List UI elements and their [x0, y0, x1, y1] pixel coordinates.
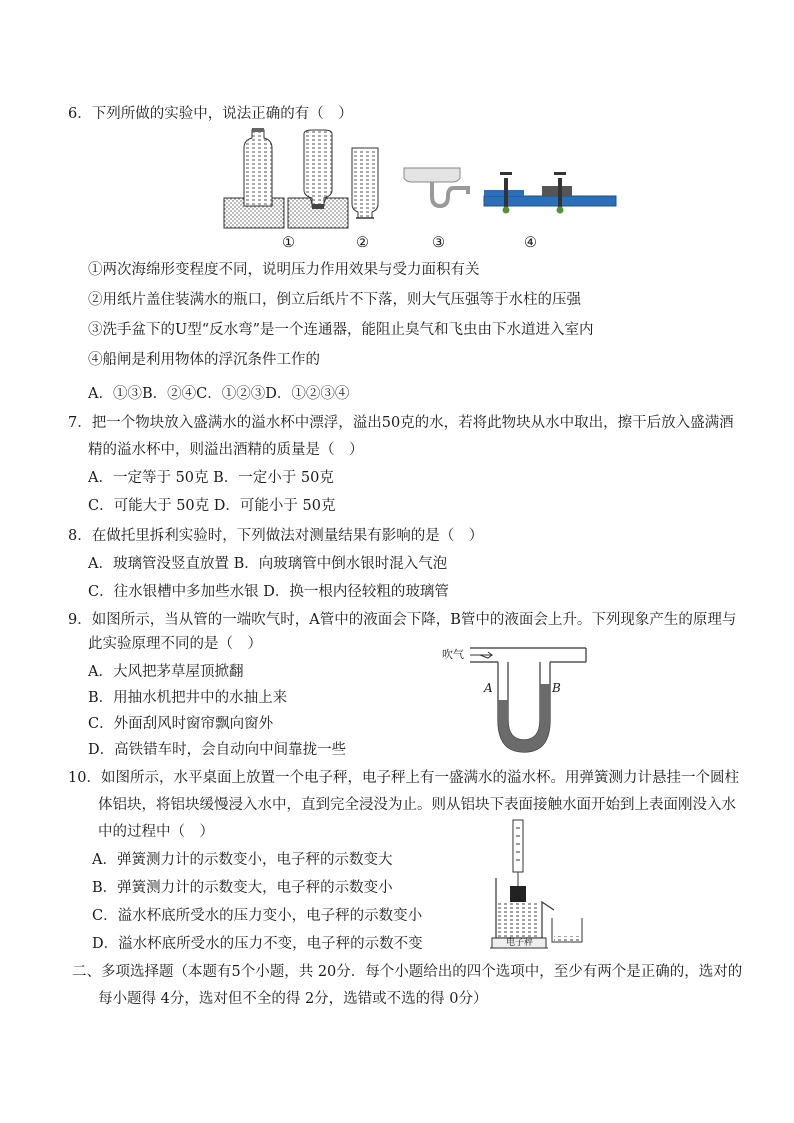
q6-stem: 6．下列所做的实验中，说法正确的有（ ）	[68, 106, 353, 122]
q10-stem-1: 10．如图所示，水平桌面上放置一个电子秤，电子秤上有一盛满水的溢水杯。用弹簧测力计悬挂一个圆柱	[68, 770, 739, 786]
washbasin-trap	[404, 168, 468, 206]
q6-figure	[222, 126, 618, 250]
section2-heading-2: 每小题得 4分，选对但不全的得 2分，选错或不选的得 0分）	[98, 991, 488, 1007]
spring-scale	[513, 820, 523, 886]
section2-heading-1: 二、多项选择题（本题有5个小题，共 20分．每个小题给出的四个选项中，至少有两个是正确的，选对的	[72, 964, 743, 980]
q9-option-d: D．高铁错车时，会自动向中间靠拢一些	[88, 742, 347, 758]
q7-options-2: C．可能大于 50克 D．可能小于 50克	[88, 498, 336, 514]
q10-stem-3: 中的过程中（ ）	[98, 824, 214, 840]
q9-fig-blow: 吹气	[442, 648, 464, 661]
catch-beaker	[552, 918, 582, 942]
q9-option-c: C．外面刮风时窗帘飘向窗外	[88, 716, 274, 732]
sponge-bottle-upright	[224, 128, 284, 228]
q7-stem-1: 7．把一个物块放入盛满水的溢水杯中漂浮，溢出50克的水，若将此物块从水中取出，擦干后放入盛满酒	[68, 415, 734, 431]
q6-fig-label-3: ③	[432, 235, 445, 251]
q6-item-3: ③洗手盆下的U型“反水弯”是一个连通器，能阻止臭气和飞虫由下水道进入室内	[88, 322, 594, 338]
q6-fig-label-2: ②	[356, 235, 369, 251]
q6-item-2: ②用纸片盖住装满水的瓶口，倒立后纸片不下落，则大气压强等于水柱的压强	[88, 292, 581, 308]
q9-fig-b: B	[552, 681, 561, 695]
q9-stem-1: 9．如图所示，当从管的一端吹气时，A管中的液面会下降，B管中的液面会上升。下列现象产生的原理与	[68, 612, 737, 628]
q9-fig-a: A	[484, 681, 493, 695]
q6-item-4: ④船闸是利用物体的浮沉条件工作的	[88, 352, 320, 368]
overflow-cup	[496, 878, 554, 938]
q10-fig-scale-label: 电子秤	[506, 938, 534, 948]
inverted-bottle-paper	[352, 148, 378, 218]
q6-fig-label-4: ④	[524, 235, 537, 251]
q10-option-d: D．溢水杯底所受水的压力不变，电子秤的示数不变	[92, 936, 423, 952]
q6-options: A．①③B．②④C．①②③D．①②③④	[88, 386, 350, 402]
q10-option-b: B．弹簧测力计的示数变大，电子秤的示数变小	[92, 880, 393, 896]
q10-option-c: C．溢水杯底所受水的压力变小，电子秤的示数变小	[92, 908, 423, 924]
ship-lock	[484, 172, 616, 214]
sponge-bottle-inverted	[288, 130, 348, 228]
q7-options-1: A．一定等于 50克 B．一定小于 50克	[88, 470, 334, 486]
q9-option-b: B．用抽水机把井中的水抽上来	[88, 690, 288, 706]
q10-option-a: A．弹簧测力计的示数变小，电子秤的示数变大	[92, 852, 393, 868]
q10-stem-2: 体铝块，将铝块缓慢浸入水中，直到完全浸没为止。则从铝块下表面接触水面开始到上表面刚没入水	[98, 797, 736, 813]
q8-options-2: C．往水银槽中多加些水银 D．换一根内径较粗的玻璃管	[88, 584, 449, 600]
q6-item-1: ①两次海绵形变程度不同，说明压力作用效果与受力面积有关	[88, 262, 480, 278]
q7-stem-2: 精的溢水杯中，则溢出酒精的质量是（ ）	[88, 442, 364, 458]
q9-option-a: A．大风把茅草屋顶掀翻	[88, 664, 244, 680]
q10-overflow-figure	[486, 818, 586, 952]
q8-options-1: A．玻璃管没竖直放置 B．向玻璃管中倒水银时混入气泡	[88, 556, 448, 572]
utube-apparatus	[470, 648, 586, 752]
q9-stem-2: 此实验原理不同的是（ ）	[88, 636, 262, 652]
q6-fig-label-1: ①	[282, 235, 295, 251]
q8-stem: 8．在做托里拆利实验时，下列做法对测量结果有影响的是（ ）	[68, 528, 484, 544]
